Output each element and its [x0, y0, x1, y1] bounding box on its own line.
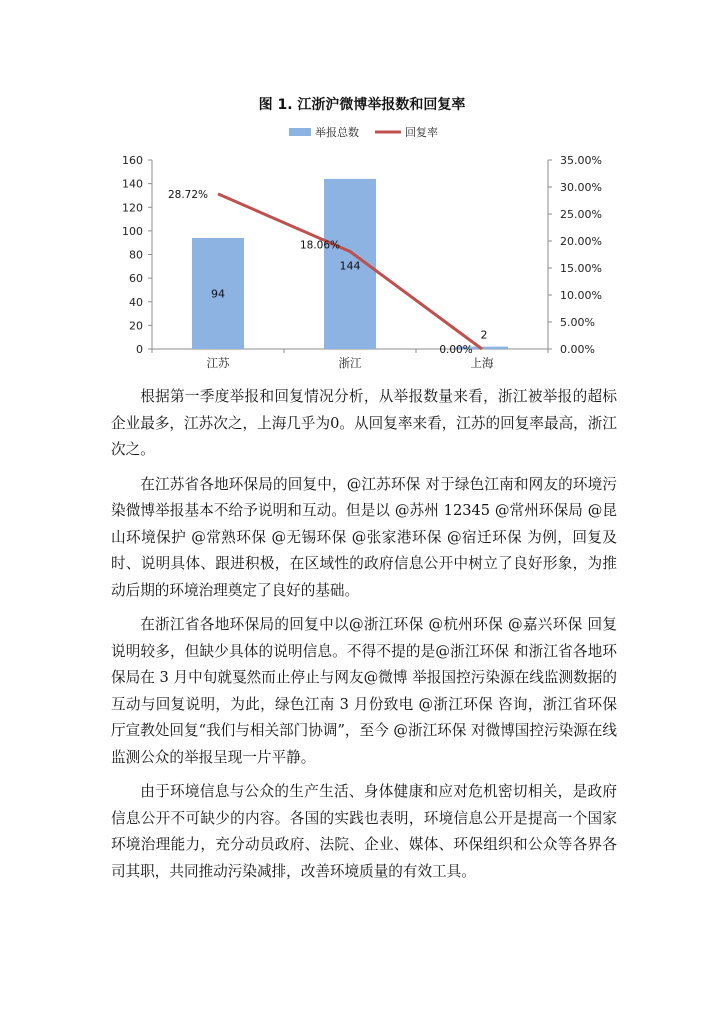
x-tick-label: 江苏: [206, 356, 230, 370]
x-tick-label: 上海: [470, 356, 494, 370]
y-left-tick-label: 100: [122, 224, 143, 238]
y-left-tick-label: 160: [122, 154, 143, 167]
x-tick-label: 浙江: [338, 356, 362, 370]
bar-data-label: 2: [480, 328, 488, 342]
y-left-tick-label: 20: [129, 319, 143, 333]
bar-data-label: 144: [339, 259, 361, 273]
rate-data-label: 0.00%: [439, 344, 473, 356]
chart-legend: [289, 125, 438, 139]
legend-bar-label: 举报总数: [315, 126, 359, 139]
legend-bar-swatch: [289, 128, 311, 136]
y-left-tick-label: 60: [129, 272, 143, 286]
paragraph-3: 在浙江省各地环保局的回复中以@浙江环保 @杭州环保 @嘉兴环保 回复说明较多，但缺少具体的说明信息。不得不提的是@浙江环保 和浙江省各地环保局在 3 月中旬就戛然而止停止与网友@微博 举报国控污染源在线监测数据的互动与回复说明，为此，绿色江南 3 月份致电 @浙江环保 咨询，浙江省环保厅宣教处回复“我们与相关部门协调”，至今 @浙江环保 对微博国控污染源在线监测公众的举报呈现一片平静。: [111, 616, 617, 766]
y-right-tick-label: 35.00%: [560, 154, 602, 167]
y-left-tick-label: 40: [129, 295, 143, 309]
paragraph-2: 在江苏省各地环保局的回复中，@江苏环保 对于绿色江南和网友的环境污染微博举报基本不给予说明和互动。但是以 @苏州 12345 @常州环保局 @昆山环境保护 @常熟环保 @无锡环保 @张家港环保 @宿迁环保 为例，回复及时、说明具体、跟进积极，在区域性的政府信息公开中树立了良好形象，为推动后期的环境治理奠定了良好的基础。: [111, 475, 617, 599]
y-left-tick-label: 0: [136, 343, 143, 356]
y-right-tick-label: 20.00%: [560, 235, 602, 248]
y-right-tick-label: 30.00%: [560, 181, 602, 194]
y-left-tick-label: 120: [122, 201, 143, 215]
y-left-tick-label: 80: [129, 248, 143, 262]
legend-line-label: 回复率: [405, 126, 438, 139]
paragraph-1: 根据第一季度举报和回复情况分析，从举报数量来看，浙江被举报的超标企业最多，江苏次之，上海几乎为0。从回复率来看，江苏的回复率最高，浙江次之。: [111, 388, 617, 458]
paragraph-4: 由于环境信息与公众的生产生活、身体健康和应对危机密切相关，是政府信息公开不可缺少的内容。各国的实践也表明，环境信息公开是提高一个国家环境治理能力，充分动员政府、法院、企业、媒体、环保组织和公众等各界各司其职，共同推动污染减排，改善环境质量的有效工具。: [111, 783, 617, 880]
combo-chart: [0, 0, 724, 384]
y-left-tick-label: 140: [122, 177, 143, 191]
y-right-tick-label: 0.00%: [560, 343, 595, 356]
bar-data-label: 94: [211, 287, 225, 301]
y-right-tick-label: 5.00%: [560, 316, 595, 329]
y-right-tick-label: 15.00%: [560, 262, 602, 275]
y-right-tick-label: 10.00%: [560, 289, 602, 302]
rate-data-label: 28.72%: [167, 188, 209, 201]
figure-title: 图 1. 江浙沪微博举报数和回复率: [258, 97, 466, 113]
rate-data-label: 18.06%: [299, 239, 341, 252]
body-text: [111, 384, 617, 893]
y-right-tick-label: 25.00%: [560, 208, 602, 221]
